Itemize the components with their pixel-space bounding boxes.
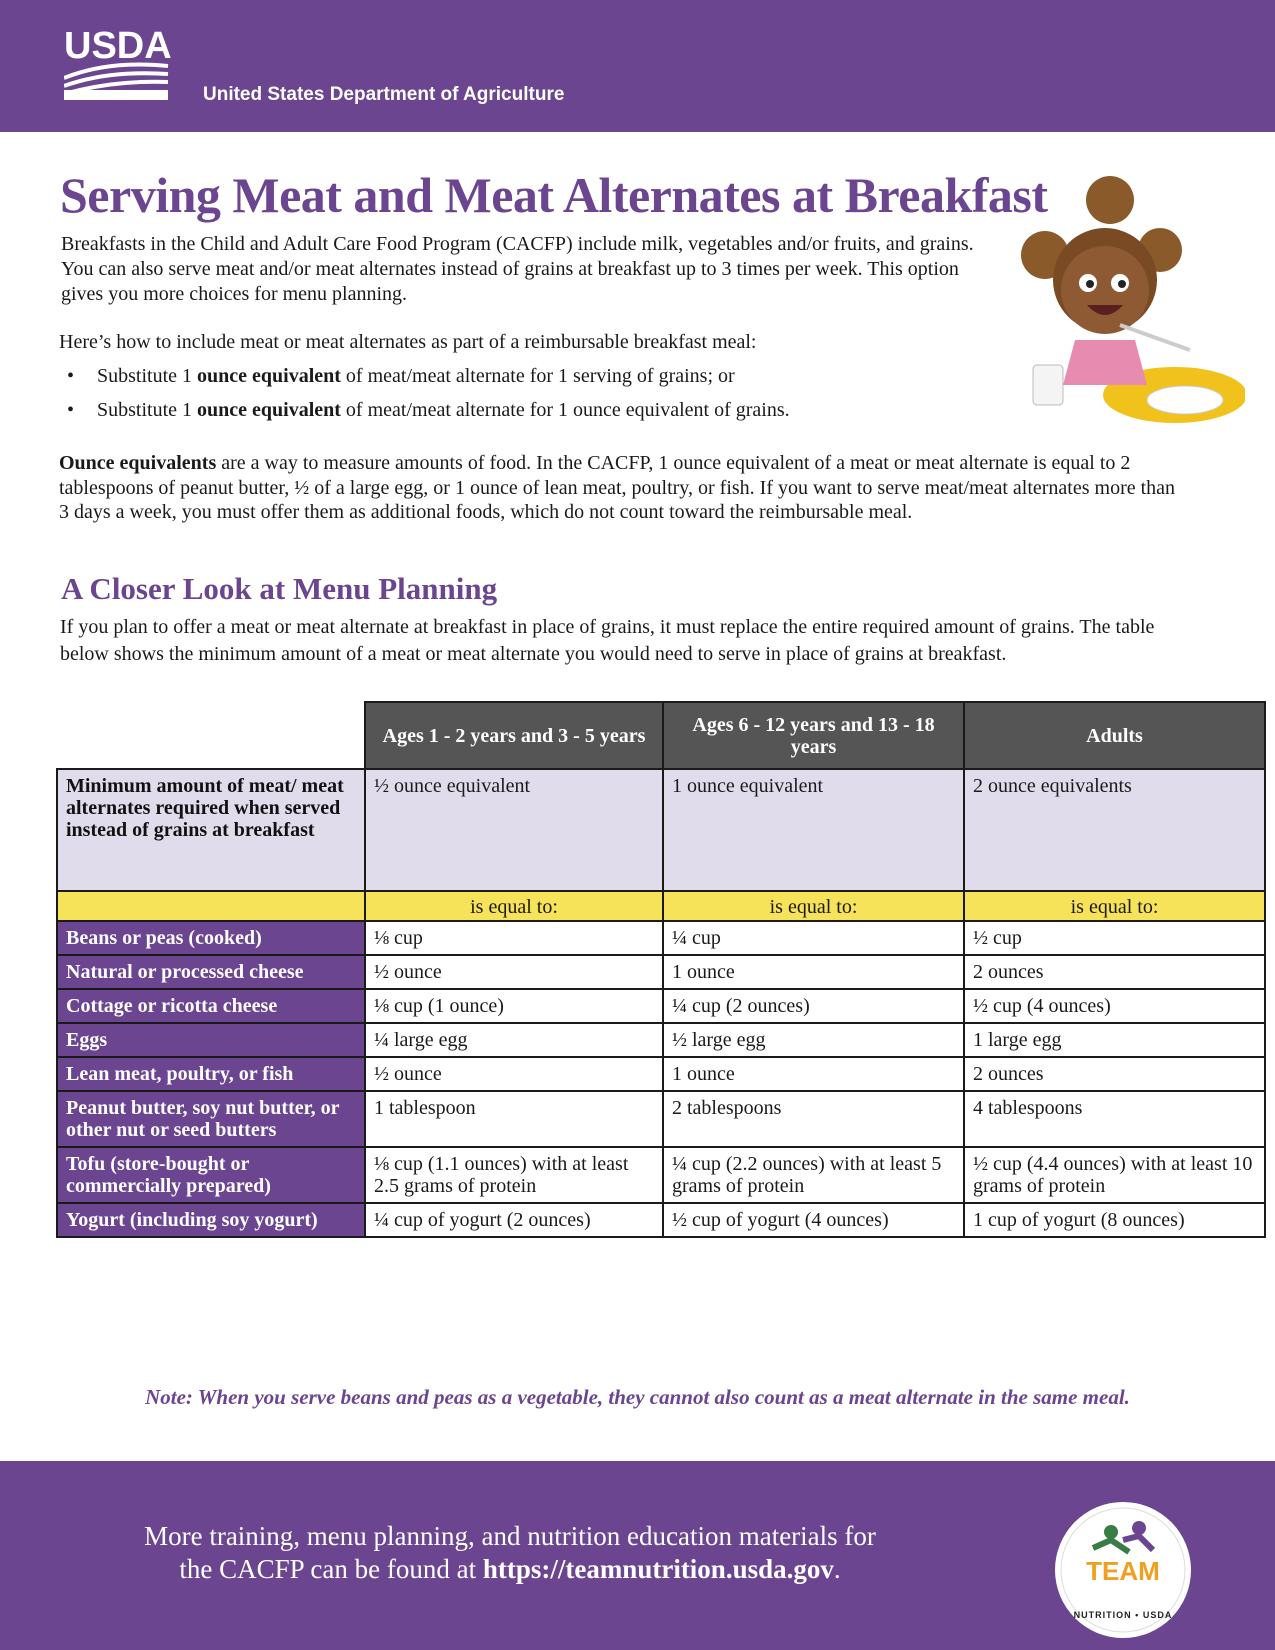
table-row: Tofu (store-bought or commercially prepared) ⅛ cup (1.1 ounces) with at least 2.5 grams of protein ¼ cup (2.2 ounces) with at least 5 grams of protein ½ cup (4.4 ounces) with at least 10 grams of protein bbox=[57, 1147, 1265, 1203]
ounce-equivalents-paragraph: Ounce equivalents are a way to measure amounts of food. In the CACFP, 1 ounce equivalent of a meat or meat alternate is equal to 2 tablespoons of peanut butter, ½ of a large egg, or 1 ounce of lean meat, poultry, or fish. If you want to serve meat/meat alternates more than 3 days a week, you must offer them as additional foods, which do not count toward the reimbursable meal. bbox=[59, 452, 1176, 523]
agency-name: United States Department of Agriculture bbox=[203, 84, 565, 105]
ounce-equivalents-term: Ounce equivalents bbox=[59, 452, 217, 474]
list-item: • Substitute 1 ounce equivalent of meat/meat alternate for 1 ounce equivalent of grains. bbox=[67, 399, 790, 421]
meat-alternates-table bbox=[56, 701, 1266, 1238]
list-item: • Substitute 1 ounce equivalent of meat/meat alternate for 1 serving of grains; or bbox=[67, 365, 735, 387]
svg-text:TEAM: TEAM bbox=[1086, 1556, 1160, 1586]
equal-to-row: is equal to: is equal to: is equal to: bbox=[57, 891, 1265, 921]
svg-text:NUTRITION • USDA: NUTRITION • USDA bbox=[1073, 1610, 1173, 1620]
child-eating-illustration-icon bbox=[1015, 175, 1245, 435]
intro-paragraph: Breakfasts in the Child and Adult Care Food Program (CACFP) include milk, vegetables and/or fruits, and grains. You can also serve meat and/or meat alternates instead of grains at breakfast up to 3 times per week. This option gives you more choices for menu planning. bbox=[61, 233, 974, 305]
table-row: Beans or peas (cooked) ⅛ cup ¼ cup ½ cup bbox=[57, 921, 1265, 955]
table-row: Lean meat, poultry, or fish ½ ounce 1 ounce 2 ounces bbox=[57, 1057, 1265, 1091]
header-ages-6-18: Ages 6 - 12 years and 13 - 18 years bbox=[663, 702, 964, 769]
table-row: Peanut butter, soy nut butter, or other nut or seed butters 1 tablespoon 2 tablespoons 4 tablespoons bbox=[57, 1091, 1265, 1147]
table-header-row bbox=[57, 702, 1265, 769]
bullet-icon: • bbox=[67, 365, 75, 387]
bullet-icon: • bbox=[67, 399, 75, 421]
howto-text: Here’s how to include meat or meat alternates as part of a reimbursable breakfast meal: bbox=[59, 331, 757, 353]
substitution-list bbox=[59, 364, 999, 432]
page-title: Serving Meat and Meat Alternates at Breakfast bbox=[60, 167, 1048, 223]
team-nutrition-logo-icon bbox=[1053, 1500, 1193, 1640]
table-row: Natural or processed cheese ½ ounce 1 ounce 2 ounces bbox=[57, 955, 1265, 989]
header-ages-1-5: Ages 1 - 2 years and 3 - 5 years bbox=[365, 702, 663, 769]
header-adults: Adults bbox=[964, 702, 1265, 769]
team-nutrition-link[interactable]: https://teamnutrition.usda.gov bbox=[482, 1554, 834, 1584]
header-bar bbox=[0, 0, 1275, 132]
beans-peas-note: Note: When you serve beans and peas as a vegetable, they cannot also count as a meat alternate in the same meal. bbox=[145, 1385, 1130, 1409]
table-row: Eggs ¼ large egg ½ large egg 1 large egg bbox=[57, 1023, 1265, 1057]
table-row: Cottage or ricotta cheese ⅛ cup (1 ounce) ¼ cup (2 ounces) ½ cup (4 ounces) bbox=[57, 989, 1265, 1023]
minimum-amount-row: Minimum amount of meat/ meat alternates required when served instead of grains at breakfast ½ ounce equivalent 1 ounce equivalent 2 ounce equivalents bbox=[57, 769, 1265, 891]
table-row: Yogurt (including soy yogurt) ¼ cup of yogurt (2 ounces) ½ cup of yogurt (4 ounces) 1 cup of yogurt (8 ounces) bbox=[57, 1203, 1265, 1237]
section-title: A Closer Look at Menu Planning bbox=[61, 571, 498, 606]
menu-planning-paragraph: If you plan to offer a meat or meat alternate at breakfast in place of grains, it must replace the entire required amount of grains. The table below shows the minimum amount of a meat or meat alternate you would need to serve in place of grains at breakfast. bbox=[60, 616, 1155, 665]
usda-logo-icon bbox=[64, 26, 174, 106]
footer-text: More training, menu planning, and nutrition education materials for the CACFP can be found at https://teamnutrition.usda.gov. bbox=[144, 1521, 876, 1584]
svg-text:USDA: USDA bbox=[64, 26, 172, 67]
